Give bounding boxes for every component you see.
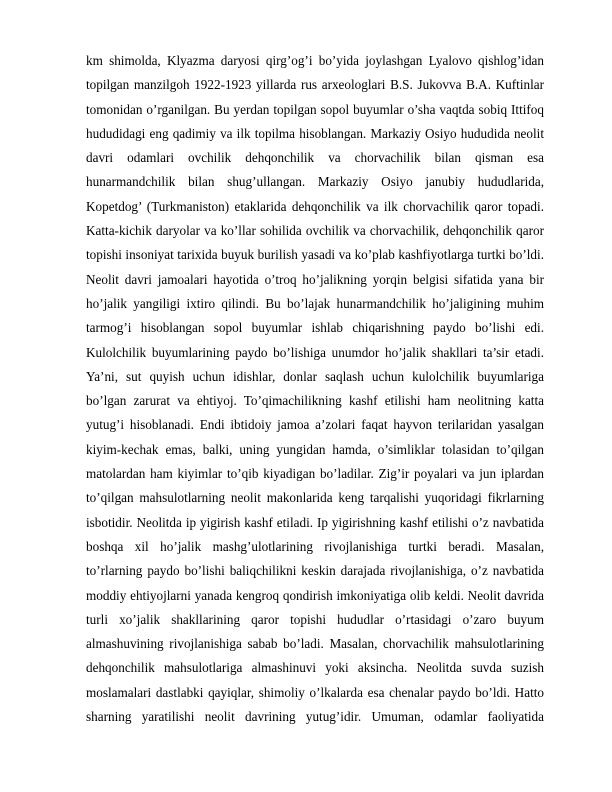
text-line: dehqonchilik mahsulotlariga almashinuvi yoki aksincha. Neolitda suvda suzish (86, 660, 544, 676)
text-line: to’qilgan mahsulotlarning neolit makonlarida keng tarqalishi yuqoridagi fikrlarning (86, 490, 544, 506)
text-line: bo’lgan zarurat va ehtiyoj. To’qimachilikning kashf etilishi ham neolitning katta (86, 393, 544, 409)
text-line: turli xo’jalik shakllarining qaror topishi hududlar o’rtasidagi o’zaro buyum (86, 611, 544, 627)
text-line: to’rlarning paydo bo’lishi baliqchilikni keskin darajada rivojlanishiga, o’z navbatida (86, 563, 544, 579)
text-line: tomonidan o’rganilgan. Bu yerdan topilgan sopol buyumlar o’sha vaqtda sobiq Ittifoq (86, 101, 544, 117)
text-line: Kopetdog’ (Turkmaniston) etaklarida dehqonchilik va ilk chorvachilik qaror topadi. (86, 198, 544, 214)
text-line: hududidagi eng qadimiy va ilk topilma hisoblangan. Markaziy Osiyo hududida neolit (86, 125, 544, 141)
text-line: moslamalari dastlabki qayiqlar, shimoliy o’lkalarda esa chenalar paydo bo’ldi. Hatto (86, 684, 544, 700)
text-line: topishi insoniyat tarixida buyuk burilish yasadi va ko’plab kashfiyotlarga turtki bo’ldi. (86, 247, 544, 263)
text-line: almashuvining rivojlanishiga sabab bo’ladi. Masalan, chorvachilik mahsulotlarining (86, 636, 544, 652)
text-line: Katta-kichik daryolar va ko’llar sohilida ovchilik va chorvachilik, dehqonchilik qaror (86, 223, 544, 239)
text-line: km shimolda, Klyazma daryosi qirg’og’i bo’yida joylashgan Lyalovo qishlog’idan (86, 53, 544, 68)
body-paragraph (86, 49, 544, 729)
text-line: hunarmandchilik bilan shug’ullangan. Markaziy Osiyo janubiy hududlarida, (86, 174, 544, 190)
text-line: tarmog’i hisoblangan sopol buyumlar ishlab chiqarishning paydo bo’lishi edi. (86, 320, 544, 336)
text-line: Neolit davri jamoalari hayotida o’troq ho’jalikning yorqin belgisi sifatida yana bir (86, 271, 544, 287)
text-line: moddiy ehtiyojlarni yanada kengroq qondirish imkoniyatiga olib keldi. Neolit davrida (86, 587, 544, 603)
text-line: isbotidir. Neolitda ip yigirish kashf etiladi. Ip yigirishning kashf etilishi o’z navbatida (86, 514, 544, 530)
text-line: boshqa xil ho’jalik mashg’ulotlarining rivojlanishiga turtki beradi. Masalan, (86, 538, 544, 554)
text-line: ho’jalik yangiligi ixtiro qilindi. Bu bo’lajak hunarmandchilik ho’jaligining muhim (86, 295, 544, 311)
text-line: kiyim-kechak emas, balki, uning yungidan hamda, o’simliklar tolasidan to’qilgan (86, 441, 544, 457)
text-line: Kulolchilik buyumlarining paydo bo’lishiga unumdor ho’jalik shakllari ta’sir etadi. (86, 344, 544, 360)
text-line: yutug’i hisoblanadi. Endi ibtidoiy jamoa a’zolari faqat hayvon terilaridan yasalgan (86, 417, 544, 433)
text-line: sharning yaratilishi neolit davrining yutug’idir. Umuman, odamlar faoliyatida (86, 709, 544, 725)
text-line: matolardan ham kiyimlar to’qib kiyadigan bo’ladilar. Zig’ir poyalari va jun iplardan (86, 466, 544, 482)
text-line: topilgan manzilgoh 1922-1923 yillarda rus arxeologlari B.S. Jukovva B.A. Kuftinlar (86, 77, 544, 93)
text-line: Ya’ni, sut quyish uchun idishlar, donlar saqlash uchun kulolchilik buyumlariga (86, 368, 544, 384)
text-line: davri odamlari ovchilik dehqonchilik va chorvachilik bilan qisman esa (86, 150, 544, 166)
